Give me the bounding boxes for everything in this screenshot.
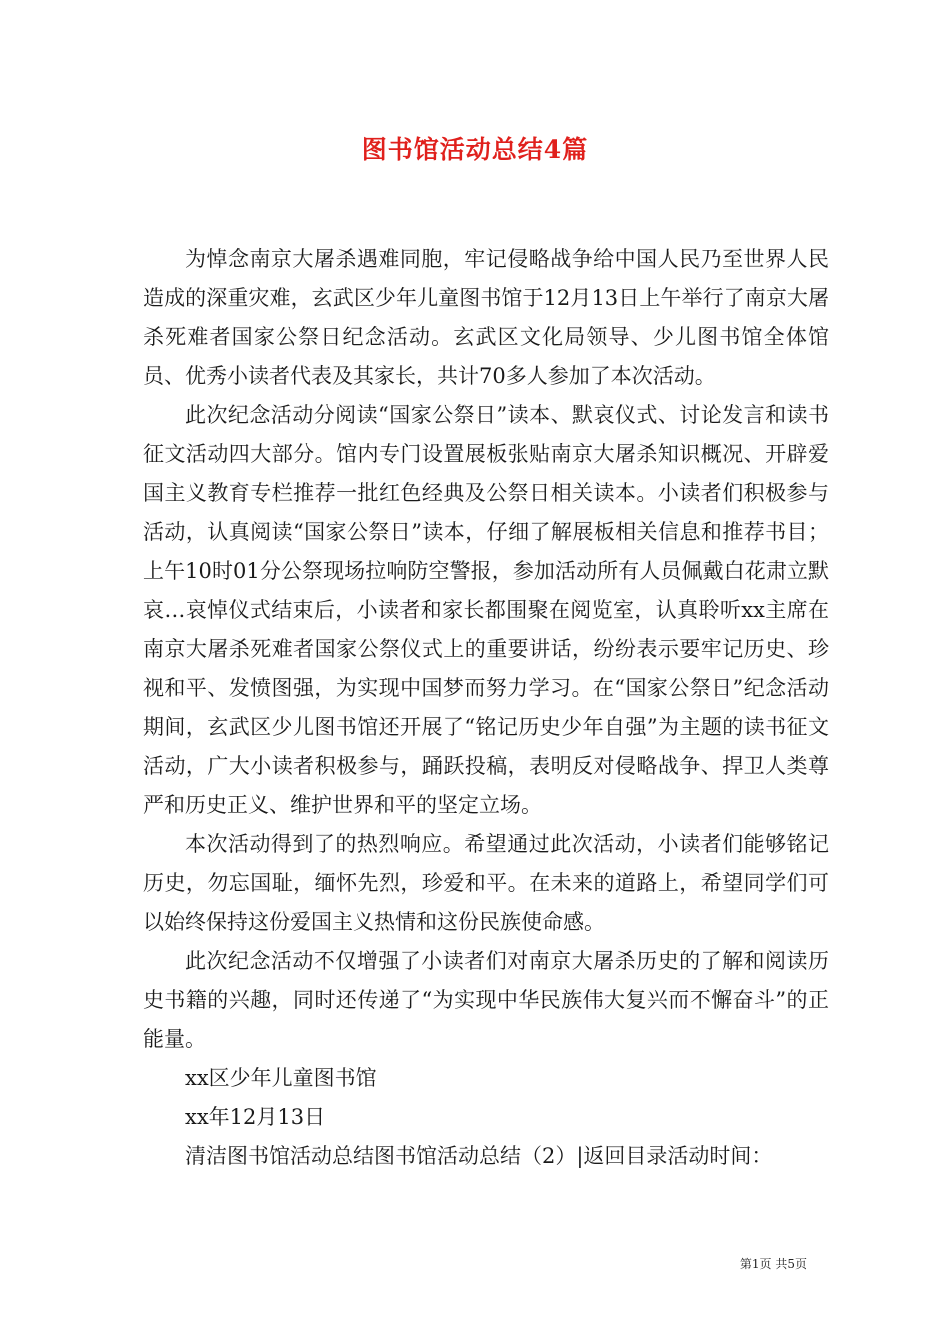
next-section-heading: 清洁图书馆活动总结图书馆活动总结（2）|返回目录活动时间： [185, 1144, 773, 1168]
page-number: 第1页 共5页 [739, 1257, 807, 1271]
signature-organization: xx区少年儿童图书馆 [185, 1066, 377, 1090]
document-body [143, 240, 829, 1176]
paragraph-activities: 此次纪念活动分阅读“国家公祭日”读本、默哀仪式、讨论发言和读书征文活动四大部分。馆内专门设置展板张贴南京大屠杀知识概况、开辟爱国主义教育专栏推荐一批红色经典及公祭日相关读本。小读者们积极参与活动，认真阅读“国家公祭日”读本，仔细了解展板相关信息和推荐书目；上午10时01分公祭现场拉响防空警报，参加活动所有人员佩戴白花肃立默哀…哀悼仪式结束后，小读者和家长都围聚在阅览室，认真聆听xx主席在南京大屠杀死难者国家公祭仪式上的重要讲话，纷纷表示要牢记历史、珍视和平、发愤图强，为实现中国梦而努力学习。在“国家公祭日”纪念活动期间，玄武区少儿图书馆还开展了“铭记历史少年自强”为主题的读书征文活动，广大小读者积极参与，踊跃投稿，表明反对侵略战争、捍卫人类尊严和历史正义、维护世界和平的坚定立场。 [143, 403, 829, 817]
paragraph-response: 本次活动得到了的热烈响应。希望通过此次活动，小读者们能够铭记历史，勿忘国耻，缅怀先烈，珍爱和平。在未来的道路上，希望同学们可以始终保持这份爱国主义热情和这份民族使命感。 [143, 832, 829, 934]
document-title: 图书馆活动总结4篇 [361, 135, 589, 164]
paragraph-intro: 为悼念南京大屠杀遇难同胞，牢记侵略战争给中国人民乃至世界人民造成的深重灾难，玄武区少年儿童图书馆于12月13日上午举行了南京大屠杀死难者国家公祭日纪念活动。玄武区文化局领导、少儿图书馆全体馆员、优秀小读者代表及其家长，共计70多人参加了本次活动。 [143, 247, 829, 388]
signature-date: xx年12月13日 [185, 1105, 326, 1129]
paragraph-conclusion: 此次纪念活动不仅增强了小读者们对南京大屠杀历史的了解和阅读历史书籍的兴趣，同时还传递了“为实现中华民族伟大复兴而不懈奋斗”的正能量。 [143, 949, 829, 1051]
